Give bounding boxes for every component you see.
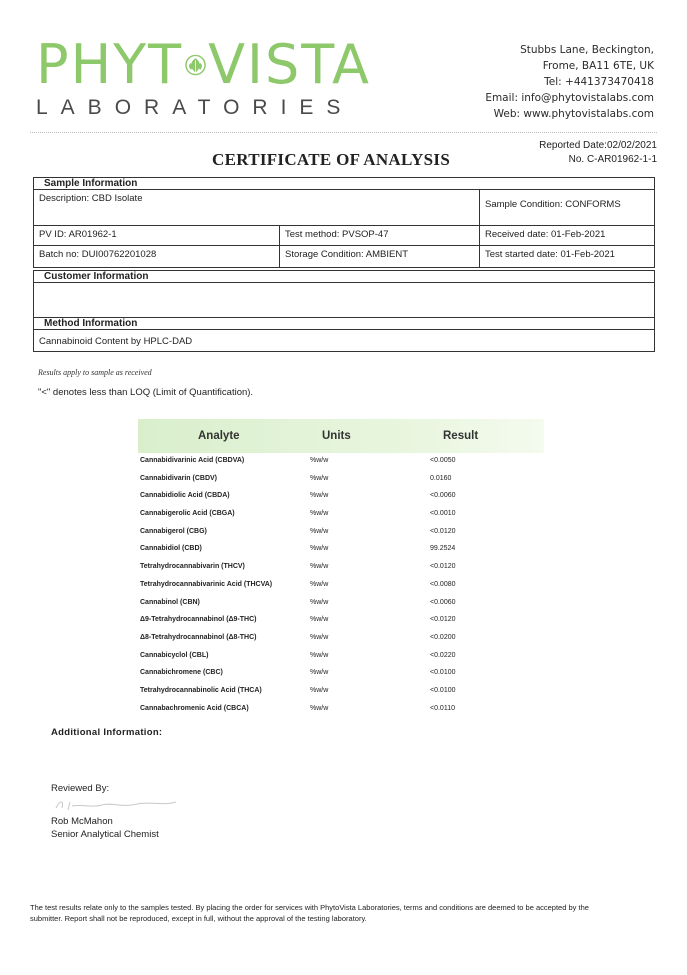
column-header-result: Result	[443, 430, 479, 442]
logo-text-left: PHYT	[36, 33, 184, 96]
address-line: Frome, BA11 6TE, UK	[542, 60, 654, 72]
phone-line: Tel: +441373470418	[544, 76, 654, 88]
table-row	[140, 543, 560, 561]
reviewed-by-label: Reviewed By:	[51, 783, 110, 794]
result-cell: <0.0200	[430, 633, 456, 641]
sample-condition-cell: Sample Condition: CONFORMS	[485, 199, 621, 210]
analyte-cell: Cannabichromene (CBC)	[140, 669, 223, 677]
sample-information-section	[33, 177, 655, 268]
units-cell: %w/w	[310, 474, 329, 482]
analyte-cell: Cannabachromenic Acid (CBCA)	[140, 704, 249, 712]
units-cell: %w/w	[310, 651, 329, 659]
analyte-cell: Cannabinol (CBN)	[140, 598, 200, 606]
storage-condition-cell: Storage Condition: AMBIENT	[280, 246, 480, 267]
units-cell: %w/w	[310, 580, 329, 588]
customer-information-section	[33, 270, 655, 318]
table-row	[140, 526, 560, 544]
method-information-section	[33, 317, 655, 352]
company-address	[485, 42, 654, 122]
leaf-logo-icon	[184, 41, 207, 89]
analyte-cell: Cannabidivarinic Acid (CBDVA)	[140, 457, 245, 464]
reviewer-name: Rob McMahon	[51, 816, 113, 827]
method-text: Cannabinoid Content by HPLC-DAD	[39, 336, 193, 347]
units-cell: %w/w	[310, 510, 329, 518]
test-started-cell: Test started date: 01-Feb-2021	[485, 249, 615, 260]
table-row	[140, 632, 560, 650]
results-note: Results apply to sample as received	[38, 368, 152, 377]
analyte-cell: Tetrahydrocannabivarin (THCV)	[140, 563, 245, 571]
table-row	[34, 226, 654, 246]
analyte-cell: Cannabicyclol (CBL)	[140, 651, 209, 659]
loq-note: "<" denotes less than LOQ (Limit of Quantification).	[38, 387, 254, 398]
logo-text-right: VISTA	[208, 33, 371, 96]
report-meta	[539, 139, 657, 167]
table-row	[140, 614, 560, 632]
result-cell: <0.0120	[430, 616, 456, 624]
address-line: Stubbs Lane, Beckington,	[520, 44, 654, 56]
table-row	[140, 579, 560, 597]
column-header-analyte: Analyte	[198, 430, 240, 442]
table-row	[140, 473, 560, 491]
result-cell: <0.0100	[430, 686, 456, 694]
analyte-cell: Cannabidiolic Acid (CBDA)	[140, 492, 230, 500]
result-cell: <0.0050	[430, 457, 456, 464]
certificate-number: No. C-AR01962-1-1	[568, 154, 657, 165]
table-row	[140, 490, 560, 508]
logo-subtitle: LABORATORIES	[36, 96, 354, 119]
results-table	[140, 455, 560, 720]
signature-icon	[52, 796, 182, 814]
table-row	[34, 246, 654, 267]
table-row	[34, 330, 654, 351]
section-heading: Sample Information	[34, 178, 654, 190]
email-line: Email: info@phytovistalabs.com	[485, 92, 654, 104]
reviewer-title: Senior Analytical Chemist	[51, 829, 159, 840]
analyte-cell: Cannabidivarin (CBDV)	[140, 474, 218, 482]
table-row	[140, 685, 560, 703]
table-row	[140, 561, 560, 579]
result-cell: <0.0010	[430, 510, 456, 518]
result-cell: <0.0060	[430, 492, 456, 500]
result-cell: <0.0100	[430, 669, 456, 677]
analyte-cell: Δ8-Tetrahydrocannabinol (Δ8-THC)	[140, 633, 257, 641]
analyte-cell: Cannabidiol (CBD)	[140, 545, 202, 553]
additional-information-label: Additional Information:	[51, 727, 163, 738]
analyte-cell: Tetrahydrocannabivarinic Acid (THCVA)	[140, 580, 273, 588]
result-cell: 0.0160	[430, 474, 452, 482]
reported-date: Reported Date:02/02/2021	[539, 140, 657, 151]
logo-wordmark	[36, 33, 371, 96]
footer-disclaimer: The test results relate only to the samples tested. By placing the order for services with PhytoVista Laboratories, terms and conditions are deemed to be accepted by the submitter. Report shall not be reproduced, except in full, without the approval of the testing laboratory.	[30, 903, 589, 923]
results-table-header	[138, 419, 544, 453]
result-cell: <0.0060	[430, 598, 456, 606]
result-cell: <0.0080	[430, 580, 456, 588]
page-title: CERTIFICATE OF ANALYSIS	[212, 150, 451, 169]
units-cell: %w/w	[310, 598, 329, 606]
pv-id-cell: PV ID: AR01962-1	[34, 226, 280, 245]
table-row	[140, 650, 560, 668]
customer-details-row	[34, 283, 654, 317]
table-row	[140, 703, 560, 721]
table-row	[140, 597, 560, 615]
units-cell: %w/w	[310, 616, 329, 624]
units-cell: %w/w	[310, 633, 329, 641]
table-row	[140, 667, 560, 685]
analyte-cell: Cannabigerol (CBG)	[140, 527, 207, 535]
result-cell: <0.0220	[430, 651, 456, 659]
analyte-cell: Δ9-Tetrahydrocannabinol (Δ9-THC)	[140, 616, 257, 624]
table-row	[140, 508, 560, 526]
web-line: Web: www.phytovistalabs.com	[493, 108, 654, 120]
column-header-units: Units	[322, 430, 351, 442]
section-heading: Method Information	[34, 318, 654, 330]
units-cell: %w/w	[310, 686, 329, 694]
section-heading: Customer Information	[34, 271, 654, 283]
units-cell: %w/w	[310, 527, 329, 535]
result-cell: <0.0120	[430, 527, 456, 535]
header-divider	[30, 132, 657, 133]
table-row	[34, 190, 654, 226]
result-cell: <0.0110	[430, 704, 455, 712]
received-date-cell: Received date: 01-Feb-2021	[485, 229, 606, 240]
units-cell: %w/w	[310, 669, 329, 677]
units-cell: %w/w	[310, 563, 329, 571]
test-method-cell: Test method: PVSOP-47	[280, 226, 480, 245]
description-cell: Description: CBD Isolate	[34, 190, 480, 225]
result-cell: <0.0120	[430, 563, 456, 571]
company-logo	[36, 33, 371, 120]
analyte-cell: Tetrahydrocannabinolic Acid (THCA)	[140, 686, 262, 694]
units-cell: %w/w	[310, 545, 329, 553]
units-cell: %w/w	[310, 457, 329, 464]
batch-cell: Batch no: DUI00762201028	[34, 246, 280, 267]
result-cell: 99.2524	[430, 545, 456, 553]
units-cell: %w/w	[310, 492, 329, 500]
table-row	[140, 455, 560, 473]
units-cell: %w/w	[310, 704, 329, 712]
analyte-cell: Cannabigerolic Acid (CBGA)	[140, 510, 235, 518]
